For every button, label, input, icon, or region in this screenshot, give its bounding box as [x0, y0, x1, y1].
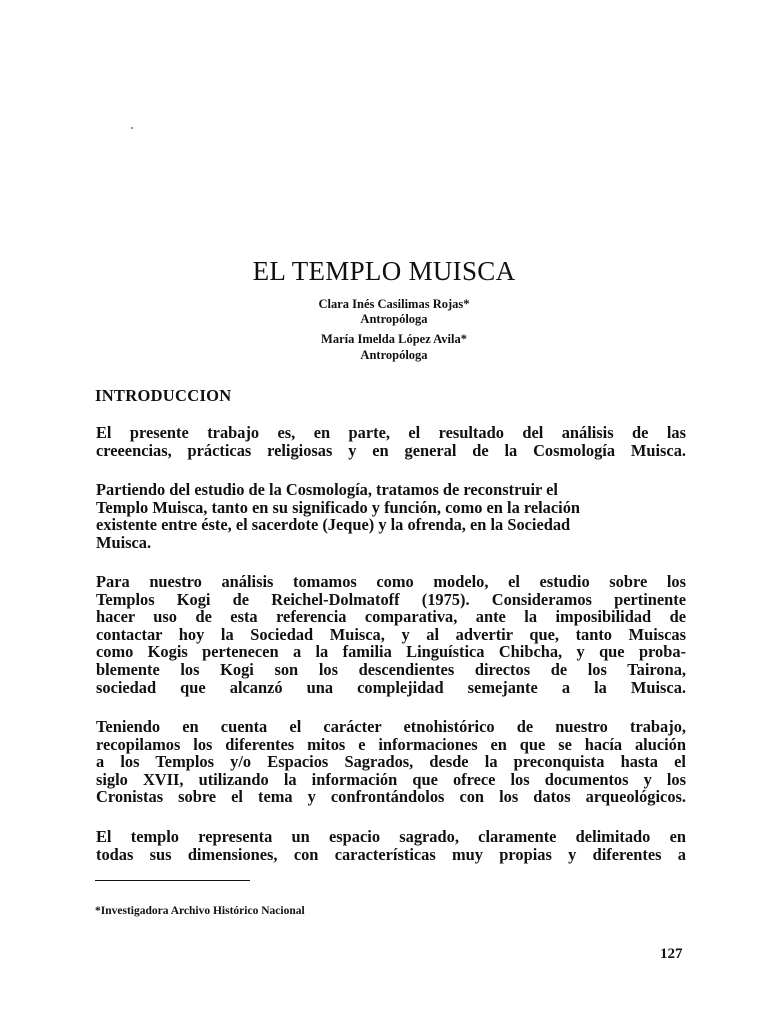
article-title: EL TEMPLO MUISCA — [252, 256, 516, 286]
paragraph-line: Para nuestro análisis tomamos como modelo, el estudio sobre los — [96, 572, 686, 591]
paragraph-line: hacer uso de esta referencia comparativa, ante la imposibilidad de — [96, 607, 686, 627]
paragraph-line: recopilamos los diferentes mitos e informaciones en que se hacía alución — [96, 734, 686, 754]
paragraph-line: existente entre éste, el sacerdote (Jeque) y la ofrenda, en la Sociedad — [96, 515, 571, 535]
scan-speck — [131, 127, 133, 129]
paragraph-line: como Kogis pertenecen a la familia Linguística Chibcha, y que proba- — [96, 642, 686, 662]
footnote-rule — [95, 880, 250, 881]
paragraph-line: a los Templos y/o Espacios Sagrados, desde la preconquista hasta el — [96, 752, 686, 772]
paragraph-5 — [96, 828, 686, 863]
paragraph-line: Templos Kogi de Reichel-Dolmatoff (1975). Consideramos pertinente — [96, 589, 686, 609]
paragraph-line: Partiendo del estudio de la Cosmología, tratamos de reconstruir el — [96, 480, 558, 499]
author-1-role: Antropóloga — [360, 312, 428, 326]
paragraph-line: El presente trabajo es, en parte, el resultado del análisis de las — [96, 423, 686, 442]
paragraph-line: Cronistas sobre el tema y confrontándolos con los datos arqueológicos. — [96, 787, 686, 807]
paragraph-line: creeencias, prácticas religiosas y en general de la Cosmología Muisca. — [96, 440, 686, 460]
paragraph-line: Templo Muisca, tanto en su significado y función, como en la relación — [96, 497, 581, 517]
author-1-name: Clara Inés Casilimas Rojas* — [318, 297, 470, 311]
paragraph-line: sociedad que alcanzó una complejidad semejante a la Muisca. — [96, 677, 686, 697]
paragraph-line: contactar hoy la Sociedad Muisca, y al advertir que, tanto Muiscas — [96, 624, 686, 644]
paragraph-line: siglo XVII, utilizando la información que ofrece los documentos y los — [96, 769, 686, 789]
paragraph-line: Teniendo en cuenta el carácter etnohistórico de nuestro trabajo, — [96, 717, 686, 736]
paragraph-line: todas sus dimensiones, con características muy propias y diferentes a — [96, 844, 686, 864]
paragraph-line: blemente los Kogi son los descendientes directos de los Tairona, — [96, 659, 686, 679]
paragraph-line: El templo representa un espacio sagrado, claramente delimitado en — [96, 827, 686, 846]
author-2-name: María Imelda López Avila* — [321, 332, 467, 346]
paragraph-4 — [96, 718, 686, 806]
paragraph-3 — [96, 573, 686, 696]
page-number: 127 — [660, 946, 683, 962]
paragraph-2 — [96, 481, 686, 551]
section-heading: INTRODUCCION — [95, 386, 232, 405]
footnote: *Investigadora Archivo Histórico Nacional — [95, 905, 305, 917]
paragraph-1 — [96, 424, 686, 459]
paragraph-line: Muisca. — [96, 532, 152, 552]
author-2-role: Antropóloga — [360, 348, 428, 362]
